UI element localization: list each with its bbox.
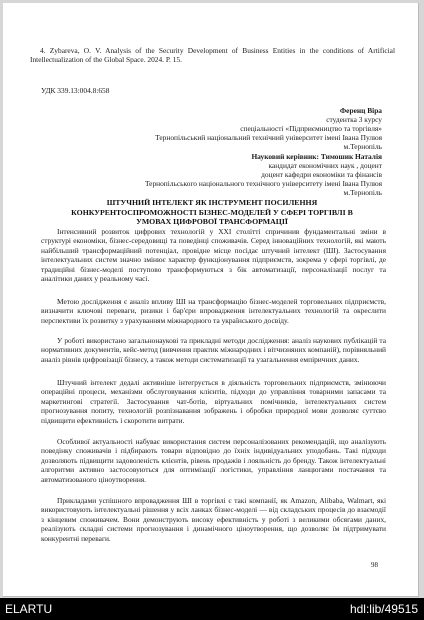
supervisor-city: м.Тернопіль	[343, 188, 382, 197]
body-paragraph: Особливої актуальності набуває використання систем персоналізованих рекомендацій, що аналізують поведінку споживачів і підбирають товари відповідно до їхніх індивідуальних уподобань. Такі підходи дозволяють підвищити задоволеність клієнтів, рівень продажів і лояльність до бренду. Також інтелектуальні алгоритми активно застосовуються для оптимізації логістики, управління ланцюгами постачання та автоматизованого ціноутворення.	[41, 437, 386, 484]
author-city: м.Тернопіль	[343, 142, 382, 151]
author-university: Тернопільський національний технічний університет імені Івана Пулюя	[155, 133, 382, 142]
page-number: 98	[371, 561, 378, 569]
title-line: УМОВАХ ЦИФРОВОЇ ТРАНСФОРМАЦІЇ	[136, 217, 288, 227]
supervisor-department: доцент кафедри економіки та фінансів	[261, 170, 382, 179]
supervisor-label: Науковий керівник: Тимошик Наталія	[251, 152, 382, 161]
reference-entry: 4. Zybareva, O. V. Analysis of the Security Development of Business Entities in the conditions of Artificial Intellectualization of the Global Space. 2024. Р. 15.	[30, 46, 395, 65]
body-paragraph: Штучний інтелект дедалі активніше інтегрується в діяльність торговельних підприємств, змінюючи операційні процеси, механізми обслуговування клієнтів, підходи до управління товарними запасами та маркетингові стратегії. Застосування чат-ботів, віртуальних помічників, інтелектуальних систем прогнозування попиту, технологій розпізнавання зображень і обробки природної мови дозволяє суттєво підвищити ефективність і скоротити витрати.	[41, 378, 386, 425]
body-paragraph: Прикладами успішного впровадження ШІ в торгівлі є такі компанії, як Amazon, Alibaba, Walmart, які використовують інтелектуальні рішення у всіх ланках бізнес-моделі — від складських процесів до взаємодії з кінцевим споживачем. Вони демонструють високу ефективність у роботі з великими обсягами даних, реалізують складні системи прогнозування і динамічного ціноутворення, що дозволяє їм підтримувати конкурентні переваги.	[41, 496, 386, 543]
author-role: студентка 3 курсу	[326, 115, 382, 124]
body-paragraph: Інтенсивний розвиток цифрових технологій у XXI столітті спричинив фундаментальні зміни в структурі економіки, бізнес-середовищі та поведінці споживачів. Серед інноваційних технологій, які мають найбільший трансформаційний потенціал, провідне місце посідає штучний інтелект (ШІ). Застосування інтелектуальних систем значно змінює характер функціонування підприємств, зокрема у сфері торгівлі, де традиційні бізнес-моделі поступово трансформуються з бік автоматизації, персоналізації послуг та аналітики даних у реальному часі.	[41, 227, 386, 284]
udk-code: УДК 339.13:004.8:658	[41, 86, 110, 95]
title-line: КОНКУРЕНТОСПРОМОЖНОСТІ БІЗНЕС-МОДЕЛЕЙ У СФЕРІ ТОРГІВЛІ В	[71, 207, 353, 217]
supervisor-degree: кандидат економічних наук , доцент	[268, 161, 382, 170]
supervisor-university: Тернопільського національного технічного університету імені Івана Пулюя	[144, 179, 382, 188]
handle-identifier[interactable]: hdl:lib/49515	[349, 602, 418, 616]
body-paragraph: У роботі використано загальнонаукові та прикладні методи дослідження: аналіз наукових публікацій та нормативних документів, кейс-метод (вивчення практик міжнародних і вітчизняних компаній), порівняльний аналіз рівнів цифровізації бізнесу, а також методи систематизації та узагальнення емпіричних даних.	[41, 336, 386, 364]
author-name: Ференц Віра	[339, 106, 382, 115]
title-line: ШТУЧНИЙ ІНТЕЛЕКТ ЯК ІНСТРУМЕНТ ПОСИЛЕННЯ	[106, 198, 318, 207]
document-page	[3, 3, 419, 597]
body-paragraph: Метою дослідження є аналіз впливу ШІ на трансформацію бізнес-моделей торговельних підприємств, визначити ключові переваги, ризики і бар'єри впровадження інтелектуальних технологій та окреслити перспективи їх розвитку з урахуванням міжнародного та українського досвіду.	[41, 297, 386, 325]
article-title	[39, 198, 385, 227]
author-specialty: спеціальності «Підприємництво та торгівля»	[240, 124, 382, 133]
repository-name[interactable]: ELARTU	[5, 602, 53, 616]
repository-footer-bar	[0, 598, 424, 620]
